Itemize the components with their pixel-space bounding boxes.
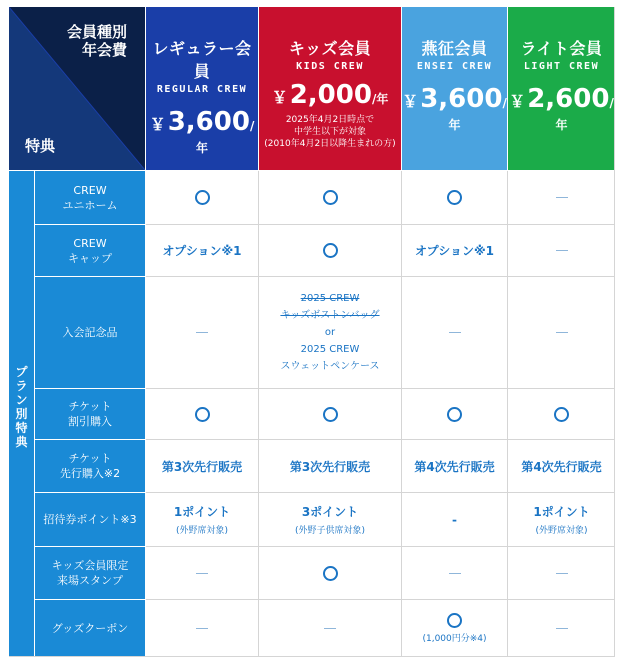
dash-mark-icon <box>196 573 208 574</box>
label-line: 先行購入※2 <box>59 467 121 480</box>
plan-name-en: ENSEI CREW <box>416 61 493 72</box>
cell-presale-kids <box>259 440 401 492</box>
side-char: 別 <box>15 407 28 421</box>
dash-mark-icon <box>556 197 568 198</box>
cell-stamp-light <box>508 547 615 599</box>
circle-mark-icon <box>323 190 338 205</box>
cell-gift-regular <box>146 277 258 388</box>
side-char: ラ <box>15 379 28 393</box>
yen-symbol: ￥ <box>149 115 166 134</box>
plan-header-ensei <box>402 7 507 170</box>
row-label-kids-stamp <box>35 547 145 599</box>
benefits-label: 特典 <box>25 137 56 155</box>
label-divider <box>35 276 145 277</box>
cell-coupon-ensei <box>402 600 507 657</box>
cell-discount-regular <box>146 389 258 439</box>
annual-fee-label: 年会費 <box>81 41 127 59</box>
option-text: オプション※1 <box>162 244 242 258</box>
circle-mark-icon <box>447 407 462 422</box>
yen-symbol: ￥ <box>402 92 419 111</box>
row-divider <box>146 599 615 600</box>
cell-gift-kids <box>259 277 401 388</box>
cell-points-light <box>508 493 615 546</box>
plan-name: ライト会員 <box>520 39 603 58</box>
row-divider <box>146 492 615 493</box>
price-unit: /年 <box>371 92 389 106</box>
kids-eligibility-note <box>259 114 401 150</box>
cell-presale-light <box>508 440 615 492</box>
label-divider <box>35 439 145 440</box>
dash-mark-icon <box>449 332 461 333</box>
gift-or: or <box>324 327 336 338</box>
yen-symbol: ￥ <box>509 92 526 111</box>
price-unit: /年 <box>448 96 507 132</box>
points-subtext: (外野子供席対象) <box>294 526 366 536</box>
label-line: チケット <box>68 400 112 413</box>
presale-text: 第4次先行販売 <box>414 459 495 474</box>
row-divider <box>146 276 615 277</box>
row-divider <box>146 439 615 440</box>
label-line: 来場スタンプ <box>57 574 123 587</box>
circle-mark-icon <box>195 407 210 422</box>
label-line: チケット <box>68 452 112 465</box>
circle-mark-icon <box>323 243 338 258</box>
row-label-ticket-discount <box>35 389 145 439</box>
label-divider <box>35 492 145 493</box>
cell-uniform-ensei <box>402 171 507 224</box>
label-divider <box>35 388 145 389</box>
column-divider <box>507 171 508 657</box>
corner-title <box>9 23 145 59</box>
cell-cap-regular <box>146 225 258 276</box>
plan-header-kids <box>259 7 401 170</box>
circle-mark-icon <box>554 407 569 422</box>
cell-cap-ensei <box>402 225 507 276</box>
row-label-invite-points <box>35 493 145 546</box>
cell-stamp-regular <box>146 547 258 599</box>
label-line: キャップ <box>68 251 112 265</box>
plan-price <box>146 107 258 156</box>
label-line: ユニホーム <box>62 198 118 212</box>
dash-mark-icon <box>449 573 461 574</box>
label-divider <box>35 224 145 225</box>
circle-mark-icon <box>323 407 338 422</box>
circle-mark-icon <box>195 190 210 205</box>
note-line: 2025年4月2日時点で <box>285 115 375 125</box>
price-value: 3,600 <box>167 107 250 137</box>
dash-mark-icon <box>556 332 568 333</box>
dash-mark-icon <box>556 628 568 629</box>
row-label-goods-coupon <box>35 600 145 657</box>
cell-cap-light <box>508 225 615 276</box>
row-label-uniform <box>35 171 145 224</box>
cell-stamp-kids <box>259 547 401 599</box>
points-text: 3ポイント <box>301 505 359 519</box>
price-value: 2,000 <box>289 80 372 110</box>
cell-uniform-kids <box>259 171 401 224</box>
price-value: 3,600 <box>420 84 503 114</box>
label-divider <box>35 546 145 547</box>
cell-cap-kids <box>259 225 401 276</box>
plan-price <box>259 80 401 110</box>
cell-discount-ensei <box>402 389 507 439</box>
row-divider <box>146 388 615 389</box>
gift-option: 2025 CREW <box>300 344 360 355</box>
column-divider <box>401 171 402 657</box>
plan-name: 燕征会員 <box>421 39 488 58</box>
cell-uniform-light <box>508 171 615 224</box>
note-line: 中学生以下が対象 <box>293 127 366 137</box>
coupon-subtext: (1,000円分※4) <box>422 634 487 644</box>
points-text: - <box>452 512 457 527</box>
circle-mark-icon <box>323 566 338 581</box>
points-subtext: (外野席対象) <box>175 526 229 536</box>
presale-text: 第3次先行販売 <box>161 459 243 474</box>
plan-name-en: KIDS CREW <box>296 61 364 72</box>
cell-discount-kids <box>259 389 401 439</box>
row-label-cap <box>35 225 145 276</box>
row-label-ticket-presale <box>35 440 145 492</box>
label-line: キッズ会員限定 <box>51 559 129 572</box>
plan-name-en: REGULAR CREW <box>156 84 248 95</box>
price-unit: /年 <box>195 119 255 155</box>
cell-gift-ensei <box>402 277 507 388</box>
cell-points-ensei <box>402 493 507 546</box>
dash-mark-icon <box>196 628 208 629</box>
price-unit: /年 <box>555 96 614 132</box>
dash-mark-icon <box>196 332 208 333</box>
cell-gift-light <box>508 277 615 388</box>
side-char: プ <box>15 365 28 379</box>
label-line: 割引購入 <box>68 415 112 428</box>
label-line: 入会記念品 <box>62 326 118 339</box>
column-divider <box>258 171 259 657</box>
cell-coupon-kids <box>259 600 401 657</box>
plan-benefits-side-label <box>9 171 34 657</box>
cell-coupon-regular <box>146 600 258 657</box>
circle-mark-icon <box>447 613 462 628</box>
plan-header-light <box>508 7 615 170</box>
side-char: 特 <box>15 421 28 435</box>
points-text: 1ポイント <box>173 505 231 519</box>
plan-price <box>402 84 507 133</box>
gift-option-strikethrough: 2025 CREW <box>300 293 360 304</box>
membership-type-label: 会員種別 <box>66 23 127 41</box>
cell-points-regular <box>146 493 258 546</box>
label-divider <box>35 599 145 600</box>
side-char: 典 <box>15 435 28 449</box>
cell-coupon-light <box>508 600 615 657</box>
dash-mark-icon <box>556 573 568 574</box>
plan-price <box>508 84 615 133</box>
dash-mark-icon <box>556 250 568 251</box>
label-line: CREW <box>73 236 107 250</box>
cell-points-kids <box>259 493 401 546</box>
price-value: 2,600 <box>527 84 610 114</box>
side-label-vertical <box>9 365 34 449</box>
side-char: ン <box>15 393 28 407</box>
yen-symbol: ￥ <box>271 88 288 107</box>
plan-name-en: LIGHT CREW <box>523 61 600 72</box>
row-divider <box>146 546 615 547</box>
circle-mark-icon <box>447 190 462 205</box>
points-text: 1ポイント <box>533 505 590 519</box>
row-divider <box>146 224 615 225</box>
plan-name: レギュラー会員 <box>152 39 252 81</box>
label-line: 招待券ポイント※3 <box>43 513 137 526</box>
cell-uniform-regular <box>146 171 258 224</box>
row-label-gift <box>35 277 145 388</box>
option-text: オプション※1 <box>415 244 494 258</box>
corner-header <box>9 7 145 170</box>
dash-mark-icon <box>324 628 336 629</box>
gift-option-strikethrough: キッズボストンバッグ <box>280 310 380 321</box>
label-line: CREW <box>73 183 107 197</box>
plan-name: キッズ会員 <box>288 39 372 58</box>
presale-text: 第3次先行販売 <box>289 459 371 474</box>
cell-discount-light <box>508 389 615 439</box>
gift-option: スウェットペンケース <box>280 361 380 372</box>
points-subtext: (外野席対象) <box>535 526 588 536</box>
label-line: グッズクーポン <box>51 622 129 635</box>
presale-text: 第4次先行販売 <box>521 459 602 474</box>
plan-header-regular <box>146 7 258 170</box>
note-line: (2010年4月2日以降生まれの方) <box>264 139 396 149</box>
cell-presale-ensei <box>402 440 507 492</box>
cell-presale-regular <box>146 440 258 492</box>
cell-stamp-ensei <box>402 547 507 599</box>
